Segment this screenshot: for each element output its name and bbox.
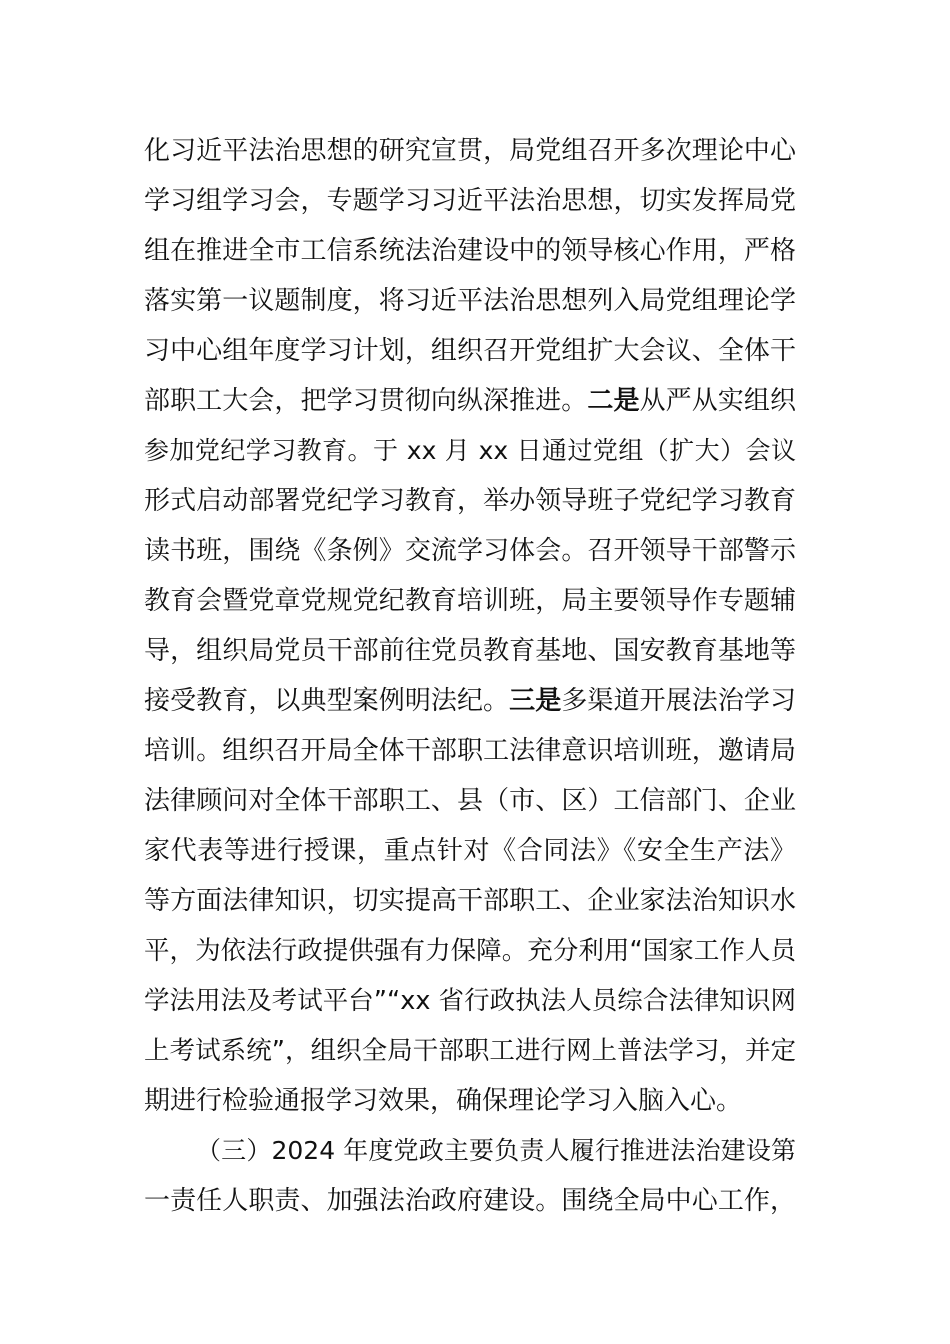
text-segment: 培训。组织召开局全体干部职工法律意识培训班，邀请局 <box>144 736 796 766</box>
text-line <box>144 1076 796 1126</box>
document-body <box>144 126 796 1226</box>
text-segment: 期进行检验通报学习效果，确保理论学习入脑入心。 <box>144 1086 743 1116</box>
text-line <box>144 576 796 626</box>
text-segment: 接受教育，以典型案例明法纪。 <box>144 686 510 716</box>
text-line <box>144 426 796 476</box>
text-segment: （三）2024 年度党政主要负责人履行推进法治建设第 <box>196 1136 796 1165</box>
text-line <box>144 1176 796 1226</box>
text-line-indented <box>144 1126 796 1176</box>
text-segment: 教育会暨党章党规党纪教育培训班，局主要领导作专题辅 <box>144 586 796 616</box>
text-line <box>144 476 796 526</box>
text-line <box>144 176 796 226</box>
text-segment: 上考试系统”，组织全局干部职工进行网上普法学习，并定 <box>144 1036 796 1066</box>
text-segment: 等方面法律知识，切实提高干部职工、企业家法治知识水 <box>144 886 796 916</box>
text-segment: 参加党纪学习教育。于 xx 月 xx 日通过党组（扩大）会议 <box>144 436 796 465</box>
text-line <box>144 726 796 776</box>
text-segment: 形式启动部署党纪学习教育，举办领导班子党纪学习教育 <box>144 486 796 516</box>
text-line <box>144 126 796 176</box>
bold-marker: 三是 <box>509 686 562 716</box>
text-segment: 导，组织局党员干部前往党员教育基地、国安教育基地等 <box>144 636 796 666</box>
text-line <box>144 926 796 976</box>
text-segment: 家代表等进行授课，重点针对《合同法》《安全生产法》 <box>144 836 796 866</box>
text-line <box>144 976 796 1026</box>
text-line <box>144 876 796 926</box>
text-segment: 一责任人职责、加强法治政府建设。围绕全局中心工作， <box>144 1186 796 1216</box>
text-segment: 读书班，围绕《条例》交流学习体会。召开领导干部警示 <box>144 536 796 566</box>
text-line <box>144 826 796 876</box>
text-segment: 组在推进全市工信系统法治建设中的领导核心作用，严格 <box>144 236 796 266</box>
text-segment: 习中心组年度学习计划，组织召开党组扩大会议、全体干 <box>144 336 796 366</box>
text-line <box>144 376 796 426</box>
text-segment: 法律顾问对全体干部职工、县（市、区）工信部门、企业 <box>144 786 796 816</box>
text-segment: 学习组学习会，专题学习习近平法治思想，切实发挥局党 <box>144 186 796 216</box>
text-segment: 部职工大会，把学习贯彻向纵深推进。 <box>144 386 588 416</box>
text-segment: 化习近平法治思想的研究宣贯，局党组召开多次理论中心 <box>144 136 796 166</box>
text-line <box>144 676 796 726</box>
text-segment: 学法用法及考试平台”“xx 省行政执法人员综合法律知识网 <box>144 986 796 1016</box>
text-line <box>144 1026 796 1076</box>
text-line <box>144 526 796 576</box>
text-line <box>144 276 796 326</box>
text-line <box>144 326 796 376</box>
text-line <box>144 776 796 826</box>
text-segment: 落实第一议题制度，将习近平法治思想列入局党组理论学 <box>144 286 796 316</box>
text-line <box>144 626 796 676</box>
bold-marker: 二是 <box>587 386 640 416</box>
text-line <box>144 226 796 276</box>
text-segment: 从严从实组织 <box>639 386 796 416</box>
text-segment: 平，为依法行政提供强有力保障。充分利用“国家工作人员 <box>144 936 796 966</box>
text-segment: 多渠道开展法治学习 <box>561 686 796 716</box>
